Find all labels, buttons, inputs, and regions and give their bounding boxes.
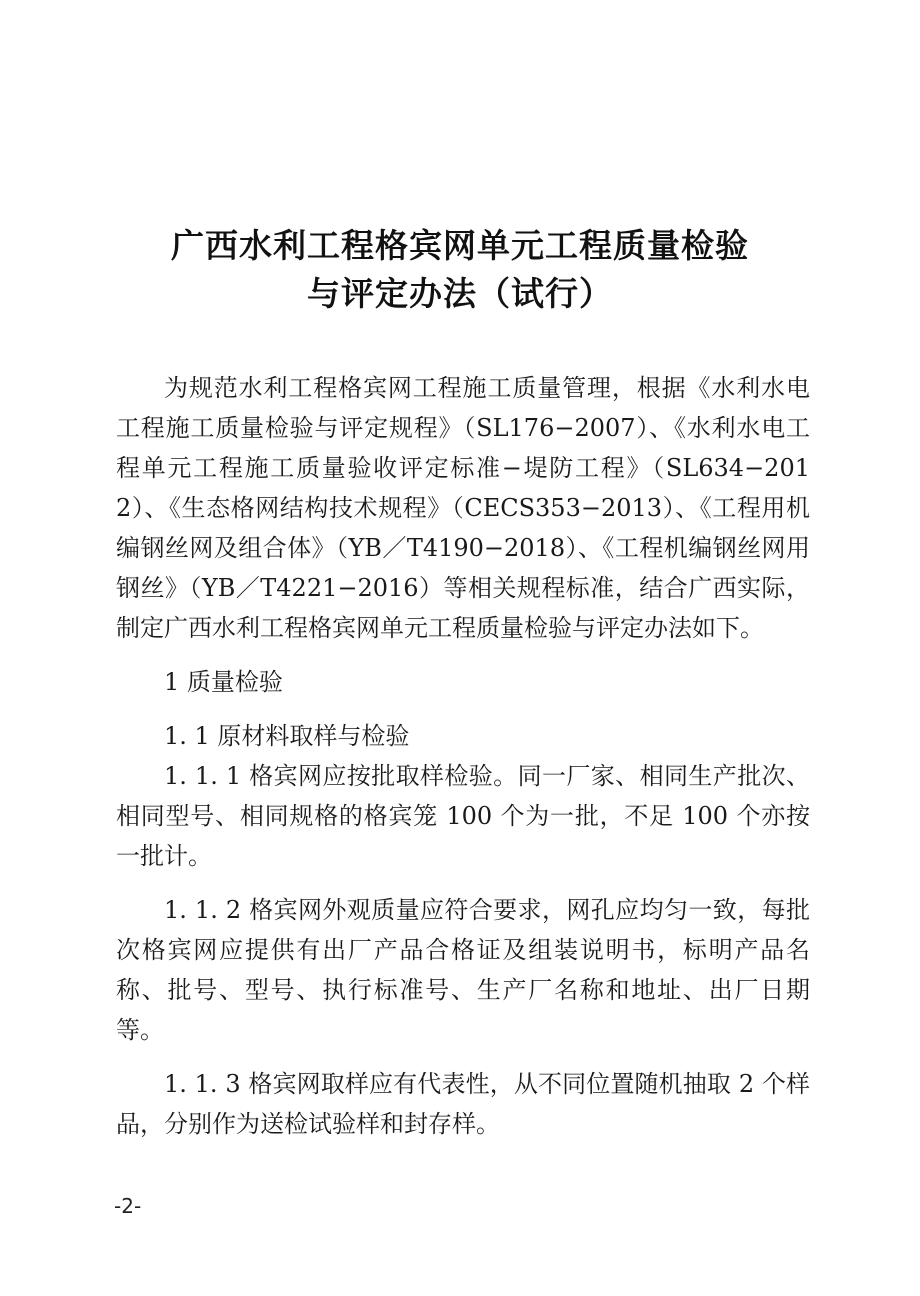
section-heading-1-1: 1. 1 原材料取样与检验: [164, 722, 410, 750]
document-title-line-2: 与评定办法（试行）: [307, 274, 613, 313]
page-number: -2-: [114, 1194, 142, 1218]
intro-paragraph: 为规范水利工程格宾网工程施工质量管理，根据《水利水电工程施工质量检验与评定规程》（SL176−2007）、《水利水电工程单元工程施工质量验收评定标准−堤防工程》（SL634−2012）、《生态格网结构技术规程》（CECS353−2013）、《工程用机编钢丝网及组合体》（YB／T4190−2018）、《工程机编钢丝网用钢丝》（YB／T4221−2016）等相关规程标准，结合广西实际，制定广西水利工程格宾网单元工程质量检验与评定办法如下。: [116, 374, 810, 642]
clause-1-1-2: 1. 1. 2 格宾网外观质量应符合要求，网孔应均匀一致，每批次格宾网应提供有出厂产品合格证及组装说明书，标明产品名称、批号、型号、执行标准号、生产厂名称和地址、出厂日期等。: [116, 896, 810, 1044]
clause-1-1-3: 1. 1. 3 格宾网取样应有代表性，从不同位置随机抽取 2 个样品，分别作为送检试验样和封存样。: [116, 1070, 810, 1138]
section-heading-1: 1 质量检验: [164, 668, 283, 696]
document-body: [116, 368, 810, 1144]
document-title-line-1: 广西水利工程格宾网单元工程质量检验: [171, 226, 749, 265]
clause-1-1-1: 1. 1. 1 格宾网应按批取样检验。同一厂家、相同生产批次、相同型号、相同规格的格宾笼 100 个为一批，不足 100 个亦按一批计。: [116, 762, 810, 870]
